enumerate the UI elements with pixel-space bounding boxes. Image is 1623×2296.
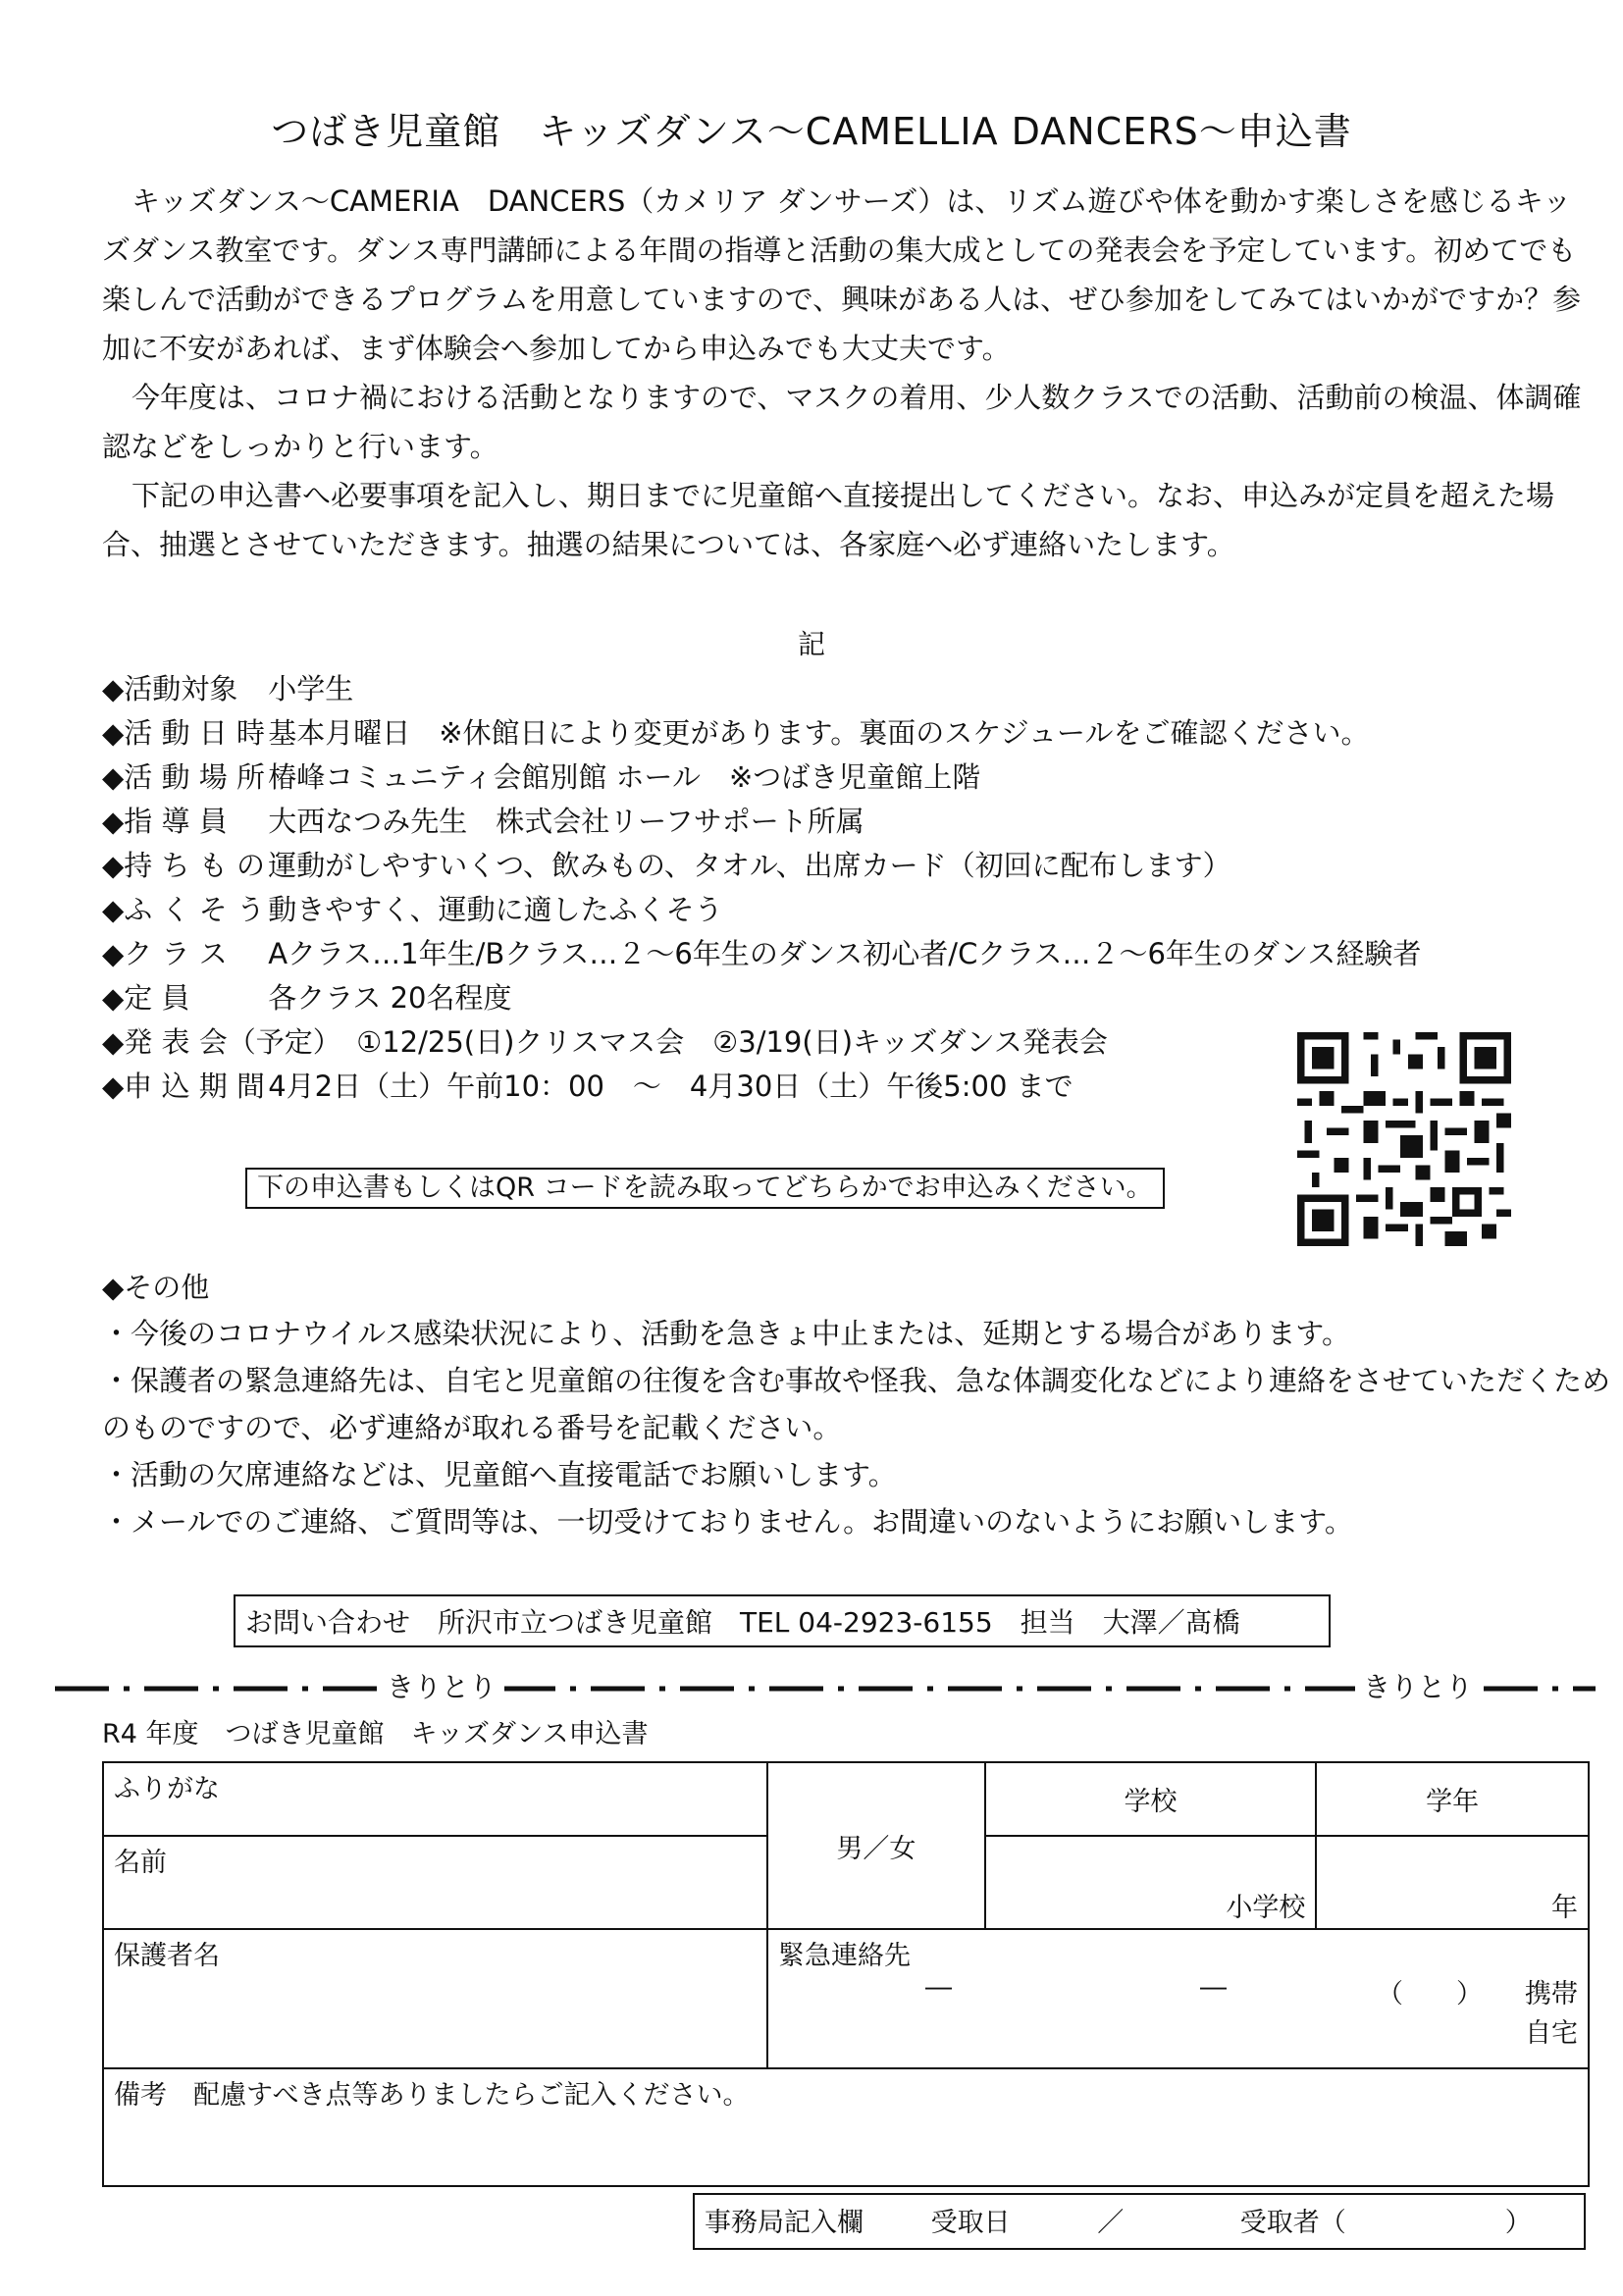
guardian-field[interactable] — [103, 1929, 767, 2068]
note-item: ・保護者の緊急連絡先は、自宅と児童館の往復を含む事故や怪我、急な体調変化などにより連絡をさせていただくためのものですので、必ず連絡が取れる番号を記載ください。 — [102, 1364, 1611, 1444]
name-field[interactable] — [103, 1836, 767, 1929]
detail-datetime: ◆活 動 日 時 基本月曜日 ※休館日により変更があります。裏面のスケジュールをご確認ください。 — [102, 716, 1370, 750]
application-form — [102, 1761, 1590, 2187]
note-item: ・今後のコロナウイルス感染状況により、活動を急きょ中止または、延期とする場合があります。 — [102, 1317, 1350, 1350]
notes-section — [102, 1266, 1613, 1545]
home-label: 自宅 — [1525, 2018, 1578, 2049]
detail-capacity: ◆定 員 各クラス 20名程度 — [102, 981, 512, 1015]
form-title: R4 年度 つばき児童館 キッズダンス申込書 — [102, 1719, 649, 1749]
gender-label: 男／女 — [836, 1833, 916, 1864]
notes-heading: ◆その他 — [102, 1271, 210, 1304]
remarks-label: 備考 配慮すべき点等ありましたらご記入ください。 — [114, 2080, 750, 2111]
detail-class: ◆ク ラ ス Aクラス…1年生/Bクラス…２～6年生のダンス初心者/Cクラス…２～6年生のダンス経験者 — [102, 937, 1422, 970]
detail-recital: ◆発 表 会（予定） ①12/25(日)クリスマス会 ②3/19(日)キッズダンス発表会 — [102, 1025, 1108, 1059]
emergency-contact-field[interactable] — [767, 1929, 1589, 2068]
note-item: ・メールでのご連絡、ご質問等は、一切受けておりません。お間違いのないようにお願いします。 — [102, 1505, 1353, 1539]
details-list — [102, 667, 1422, 1109]
detail-instructor: ◆指 導 員 大西なつみ先生 株式会社リーフサポート所属 — [102, 805, 864, 838]
intro-paragraph-1: キッズダンス～CAMERIA DANCERS（カメリア ダンサーズ）は、リズム遊びや体を動かす楽しさを感じるキッズダンス教室です。ダンス専門講師による年間の指導と活動の集大成としての発表会を予定しています。初めてでも楽しんで活動ができるプログラムを用意していますので、興味がある人は、ぜひ参加をしてみてはいかがですか？参加に不安があれば、まず体験会へ参加してから申込みでも大丈夫です。 — [102, 184, 1582, 365]
school-field[interactable]: 小学校 — [985, 1836, 1317, 1929]
detail-clothing: ◆ふ く そ う 動きやすく、運動に適したふくそう — [102, 893, 723, 926]
contact-box: お問い合わせ 所沢市立つばき児童館 TEL 04-2923-6155 担当 大澤／髙橋 — [234, 1594, 1331, 1647]
cut-label-left: きりとり — [379, 1668, 504, 1707]
qr-code-image[interactable] — [1297, 1032, 1511, 1246]
note-item: ・活動の欠席連絡などは、児童館へ直接電話でお願いします。 — [102, 1458, 897, 1491]
detail-period: ◆申 込 期 間 4月2日（土）午前10：00 ～ 4月30日（土）午後5:00 まで — [102, 1070, 1073, 1103]
grade-field[interactable]: 年 — [1316, 1836, 1589, 1929]
date-slash: ／ — [1097, 2208, 1125, 2238]
receiver-label: 受取者（ ） — [1239, 2208, 1532, 2238]
received-date-label: 受取日 — [930, 2208, 1011, 2238]
phone-paren: （ ） — [1377, 1979, 1484, 2009]
remarks-field[interactable] — [103, 2068, 1589, 2186]
school-header: 学校 — [985, 1762, 1317, 1836]
emergency-label: 緊急連絡先 — [778, 1941, 912, 1971]
furigana-label: ふりがな — [114, 1774, 220, 1804]
furigana-field[interactable] — [103, 1762, 767, 1836]
page-title: つばき児童館 キッズダンス～CAMELLIA DANCERS～申込書 — [271, 110, 1352, 153]
guardian-label: 保護者名 — [114, 1941, 220, 1971]
detail-belongings: ◆持 ち も の 運動がしやすいくつ、飲みもの、タオル、出席カード（初回に配布します） — [102, 849, 1231, 882]
office-use-box — [693, 2193, 1586, 2250]
detail-target: ◆活動対象 小学生 — [102, 672, 354, 705]
office-label: 事務局記入欄 — [705, 2208, 864, 2238]
phone-separator-1: ― — [925, 1972, 953, 2003]
mobile-label: 携帯 — [1525, 1979, 1578, 2009]
name-label: 名前 — [114, 1848, 167, 1878]
application-note-box: 下の申込書もしくはQR コードを読み取ってどちらかでお申込みください。 — [245, 1168, 1165, 1209]
phone-separator-2: ― — [1200, 1972, 1228, 2003]
grade-header: 学年 — [1316, 1762, 1589, 1836]
intro-text — [102, 177, 1594, 569]
ki-heading: 記 — [797, 628, 825, 660]
cut-line — [55, 1668, 1596, 1707]
detail-place: ◆活 動 場 所 椿峰コミュニティ会館別館 ホール ※つばき児童館上階 — [102, 760, 981, 794]
intro-paragraph-3: 下記の申込書へ必要事項を記入し、期日までに児童館へ直接提出してください。なお、申込みが定員を超えた場合、抽選とさせていただきます。抽選の結果については、各家庭へ必ず連絡いたします。 — [102, 479, 1555, 561]
intro-paragraph-2: 今年度は、コロナ禍における活動となりますので、マスクの着用、少人数クラスでの活動、活動前の検温、体調確認などをしっかりと行います。 — [102, 381, 1582, 463]
gender-field[interactable] — [767, 1762, 985, 1929]
cut-label-right: きりとり — [1355, 1668, 1481, 1707]
